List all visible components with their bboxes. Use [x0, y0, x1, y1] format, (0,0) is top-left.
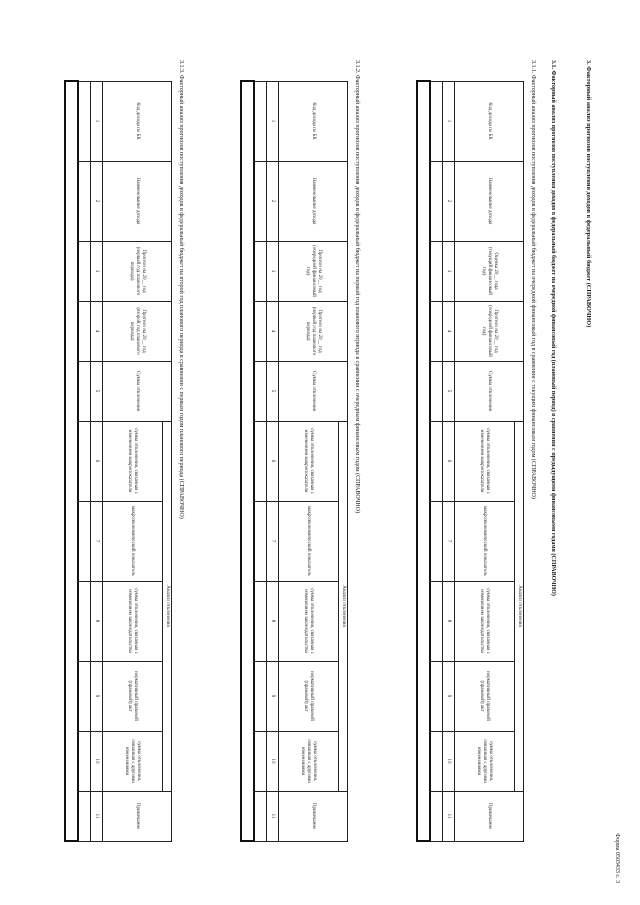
t1-num: 6	[443, 421, 455, 501]
t2-header-c7: макроэкономический показатель	[279, 501, 339, 581]
t1-num: 7	[443, 501, 455, 581]
t1-header-note: Примечание	[455, 791, 524, 841]
t3-num: 7	[91, 501, 103, 581]
t2-num: 6	[267, 421, 279, 501]
t1-header-c4: Прогноз на 20__ год (очередной финансовый год)	[455, 301, 524, 361]
t3-num: 10	[91, 731, 103, 791]
subsection-title: 3.1. Факторный анализ прогнозов поступления доходов в федеральный бюджет на очередной финансовый год (плановый период) в сравнении с предыдущими финансовыми годами (СПРАВОЧНО)	[550, 60, 556, 596]
t2-header-c10: сумма отклонения, связанная с другими изменениями	[279, 731, 339, 791]
t1-number-row	[443, 81, 455, 841]
t2-header-note: Примечание	[279, 791, 348, 841]
t2-num: 1	[267, 81, 279, 161]
table-row	[430, 81, 443, 841]
t3-num: 5	[91, 361, 103, 421]
table-row	[254, 81, 267, 841]
t1-num: 3	[443, 241, 455, 301]
t2-num: 4	[267, 301, 279, 361]
t3-number-row	[91, 81, 103, 841]
t2-num: 5	[267, 361, 279, 421]
t2-header-analysis: Анализ отклонения	[339, 421, 348, 791]
t3-num: 3	[91, 241, 103, 301]
t2-num: 7	[267, 501, 279, 581]
t3-num: 1	[91, 81, 103, 161]
t1-header-c3: Оценка 20__ года (текущий финансовый год)	[455, 241, 524, 301]
t1-num: 10	[443, 731, 455, 791]
t1-num: 9	[443, 661, 455, 731]
t1-header-kbk: Код дохода по БК	[455, 81, 524, 161]
t3-header-c3: Прогноз на 20__ год (первый год планового периода)	[103, 241, 172, 301]
t1-num: 11	[443, 791, 455, 841]
t2-header-kbk: Код дохода по БК	[279, 81, 348, 161]
t1-num: 2	[443, 161, 455, 241]
t3-num: 6	[91, 421, 103, 501]
t3-header-c7: макроэкономический показатель	[103, 501, 163, 581]
t3-num: 4	[91, 301, 103, 361]
t3-header-c6: сумма отклонения, связанная с изменением макропоказателя	[103, 421, 163, 501]
table2-caption: 3.1.2. Факторный анализ прогнозов поступления доходов в федеральный бюджет на первый год планового периода в сравнении с очередным финансовым годом (СПРАВОЧНО)	[354, 60, 360, 514]
t1-header-analysis: Анализ отклонения	[515, 421, 524, 791]
t2-num: 9	[267, 661, 279, 731]
t2-num: 8	[267, 581, 279, 661]
section-title: 3. Факторный анализ прогнозов поступления доходов в федеральный бюджет (СПРАВОЧНО)	[585, 60, 592, 328]
t2-header-c3: Прогноз на 20__ год (очередной финансовый год)	[279, 241, 348, 301]
t1-header-c6: сумма отклонения, связанная с изменением макропоказателя	[455, 421, 515, 501]
t3-header-c8: сумма отклонения, связанная с изменением законодательства	[103, 581, 163, 661]
table-row	[417, 81, 430, 841]
t1-header-c7: макроэкономический показатель	[455, 501, 515, 581]
t2-header-c4: Прогноз на 20__ год (первый год планового периода)	[279, 301, 348, 361]
t1-header-c8: сумма отклонения, связанная с изменением законодательства	[455, 581, 515, 661]
t3-num: 11	[91, 791, 103, 841]
t2-header-c8: сумма отклонения, связанная с изменением законодательства	[279, 581, 339, 661]
t1-header-name: Наименование дохода	[455, 161, 524, 241]
t3-num: 8	[91, 581, 103, 661]
t3-header-note: Примечание	[103, 791, 172, 841]
table1-caption: 3.1.1. Факторный анализ прогнозов поступления доходов в федеральный бюджет на очередной финансовый год в сравнении с текущим финансовым годом (СПРАВОЧНО)	[530, 60, 536, 499]
t2-header-c9: нормативный правовой (правовой) акт	[279, 661, 339, 731]
t3-header-name: Наименование дохода	[103, 161, 172, 241]
t1-num: 4	[443, 301, 455, 361]
t2-number-row	[267, 81, 279, 841]
t3-header-c4: Прогноз на 20__ год (второй год планового периода)	[103, 301, 172, 361]
form-label: Форма 0503433 с. 3	[614, 833, 620, 883]
t2-header-name: Наименование дохода	[279, 161, 348, 241]
t3-header-kbk: Код дохода по БК	[103, 81, 172, 161]
t2-num: 11	[267, 791, 279, 841]
t2-header-c6: сумма отклонения, связанная с изменением макропоказателя	[279, 421, 339, 501]
table-row	[65, 81, 78, 841]
t1-num: 5	[443, 361, 455, 421]
t3-header-c10: сумма отклонения, связанная с другими изменениями	[103, 731, 163, 791]
table-row	[241, 81, 254, 841]
t1-header-c5: Сумма отклонения	[455, 361, 524, 421]
t1-num: 1	[443, 81, 455, 161]
table2	[240, 80, 348, 842]
t2-num: 3	[267, 241, 279, 301]
table-row	[78, 81, 91, 841]
t2-num: 2	[267, 161, 279, 241]
t3-num: 2	[91, 161, 103, 241]
t3-header-c9: нормативный правовой (правовой) акт	[103, 661, 163, 731]
t2-num: 10	[267, 731, 279, 791]
table3-caption: 3.1.3. Факторный анализ прогнозов поступления доходов в федеральный бюджет на второй год планового периода в сравнении с первым годом планового периода (СПРАВОЧНО)	[178, 60, 184, 519]
table3	[64, 80, 172, 842]
t1-header-c10: сумма отклонения, связанная с другими изменениями	[455, 731, 515, 791]
t3-header-c5: Сумма отклонения	[103, 361, 172, 421]
table1	[416, 80, 524, 842]
t1-header-c9: нормативный правовой (правовой) акт	[455, 661, 515, 731]
t3-num: 9	[91, 661, 103, 731]
t3-header-analysis: Анализ отклонения	[163, 421, 172, 791]
t2-header-c5: Сумма отклонения	[279, 361, 348, 421]
t1-num: 8	[443, 581, 455, 661]
